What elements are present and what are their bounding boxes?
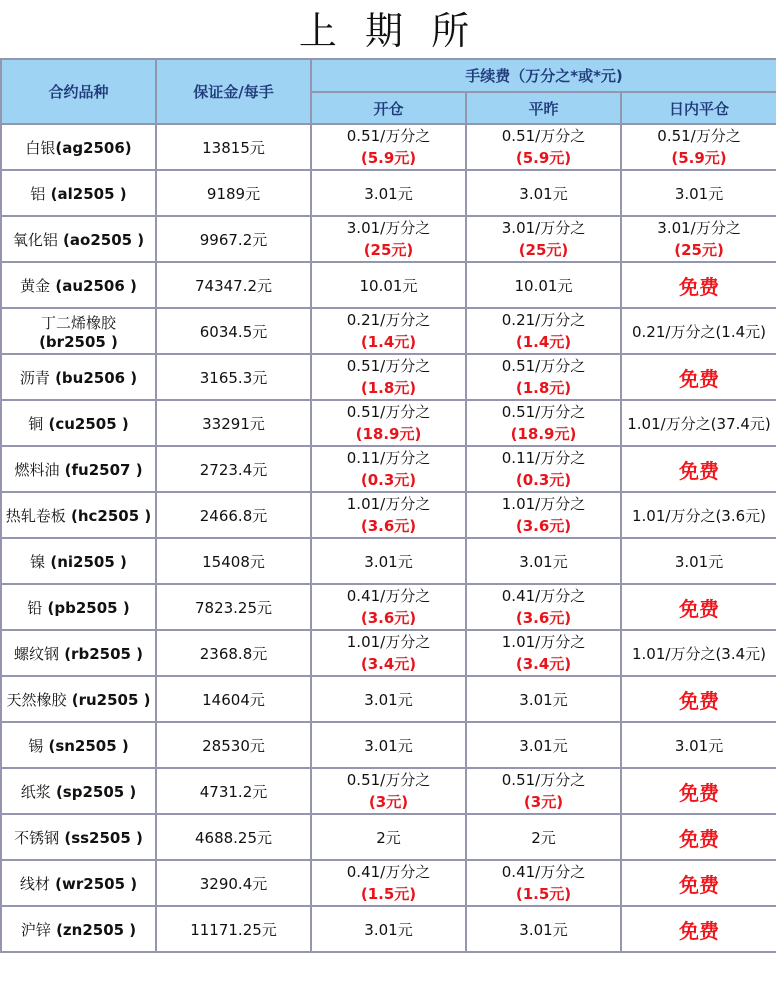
margin-cell: 11171.25元 — [156, 906, 311, 952]
contract-cell — [1, 630, 156, 676]
fee-close-prev-cell — [466, 216, 621, 262]
fee-amount: (3.6元) — [360, 517, 417, 535]
fee-close-today-cell — [621, 860, 776, 906]
fee-amount: (3.4元) — [360, 655, 417, 673]
fee-amount: (3元) — [523, 793, 564, 811]
fee-amount: (25元) — [363, 241, 414, 259]
fee-open-cell — [311, 538, 466, 584]
fee-open-cell — [311, 262, 466, 308]
contract-name: 铝 — [30, 184, 46, 203]
table-row — [1, 492, 776, 538]
fee-amount: (1.8元) — [360, 379, 417, 397]
fee-amount: (3.6元) — [515, 517, 572, 535]
fee-amount: (3元) — [368, 793, 409, 811]
fee-open-cell — [311, 400, 466, 446]
table-row — [1, 584, 776, 630]
fee-rate: 0.41/万分之 — [501, 863, 586, 881]
free-badge: 免费 — [679, 596, 720, 621]
fee-rate: 1.01/万分之(37.4元) — [627, 414, 771, 433]
fee-rate: 3.01/万分之 — [346, 219, 431, 237]
fee-close-prev-cell — [466, 400, 621, 446]
fee-rate: 0.51/万分之 — [501, 403, 586, 421]
contract-name: 燃料油 — [14, 460, 60, 479]
fee-rate: 1.01/万分之(3.6元) — [632, 506, 767, 525]
fee-rate: 0.41/万分之 — [346, 587, 431, 605]
fee-open-cell — [311, 814, 466, 860]
fee-amount: (1.4元) — [360, 333, 417, 351]
contract-code: (zn2505 ) — [50, 920, 137, 939]
fee-close-today-cell — [621, 676, 776, 722]
fee-open-cell — [311, 170, 466, 216]
table-row — [1, 446, 776, 492]
fee-rate: 0.21/万分之 — [501, 311, 586, 329]
fee-rate: 0.51/万分之 — [501, 127, 586, 145]
margin-cell: 2723.4元 — [156, 446, 311, 492]
fee-open-cell — [311, 860, 466, 906]
fee-close-today-cell — [621, 492, 776, 538]
contract-code: (fu2507 ) — [59, 460, 143, 479]
contract-code: (hc2505 ) — [65, 506, 152, 525]
fee-amount: (0.3元) — [515, 471, 572, 489]
contract-code: (ag2506) — [55, 138, 132, 157]
contract-name: 镍 — [30, 552, 46, 571]
contract-code: (cu2505 ) — [43, 414, 129, 433]
table-row — [1, 216, 776, 262]
contract-cell — [1, 216, 156, 262]
fee-rate: 0.51/万分之 — [501, 771, 586, 789]
fee-amount: (25元) — [518, 241, 569, 259]
contract-name: 螺纹钢 — [13, 644, 59, 663]
contract-cell — [1, 538, 156, 584]
header-margin: 保证金/每手 — [156, 59, 311, 124]
fee-close-today-cell — [621, 308, 776, 354]
fee-close-prev-cell — [466, 860, 621, 906]
table-header — [1, 59, 776, 124]
fee-close-prev-cell — [466, 676, 621, 722]
margin-cell: 3290.4元 — [156, 860, 311, 906]
fee-close-prev-cell — [466, 262, 621, 308]
margin-cell: 2368.8元 — [156, 630, 311, 676]
margin-cell: 15408元 — [156, 538, 311, 584]
fee-rate: 2元 — [376, 828, 401, 847]
fee-rate: 3.01元 — [674, 736, 724, 755]
fee-open-cell — [311, 768, 466, 814]
fee-rate: 3.01元 — [519, 552, 568, 571]
header-close-prev: 平昨 — [466, 92, 621, 124]
contract-name: 线材 — [19, 874, 50, 893]
table-row — [1, 906, 776, 952]
fee-close-today-cell — [621, 354, 776, 400]
contract-cell — [1, 906, 156, 952]
table-row — [1, 630, 776, 676]
contract-code: (br2505 ) — [39, 332, 118, 351]
fee-amount: (18.9元) — [510, 425, 577, 443]
fee-rate: 0.51/万分之 — [346, 127, 431, 145]
fee-close-prev-cell — [466, 446, 621, 492]
contract-cell — [1, 446, 156, 492]
margin-cell: 14604元 — [156, 676, 311, 722]
contract-name: 沪锌 — [20, 920, 51, 939]
fee-rate: 3.01元 — [364, 690, 413, 709]
contract-name: 纸浆 — [20, 782, 51, 801]
margin-cell: 7823.25元 — [156, 584, 311, 630]
fee-rate: 3.01元 — [364, 184, 413, 203]
margin-cell: 4688.25元 — [156, 814, 311, 860]
contract-cell — [1, 262, 156, 308]
fee-close-today-cell — [621, 170, 776, 216]
contract-cell — [1, 400, 156, 446]
fee-amount: (1.5元) — [515, 885, 572, 903]
fee-close-today-cell — [621, 814, 776, 860]
free-badge: 免费 — [679, 366, 720, 391]
contract-cell — [1, 170, 156, 216]
fee-close-prev-cell — [466, 630, 621, 676]
header-open: 开仓 — [311, 92, 466, 124]
fee-close-prev-cell — [466, 722, 621, 768]
fee-amount: (5.9元) — [515, 149, 572, 167]
fee-open-cell — [311, 216, 466, 262]
fee-open-cell — [311, 354, 466, 400]
fee-close-prev-cell — [466, 170, 621, 216]
fee-rate: 0.51/万分之 — [346, 403, 431, 421]
fee-rate: 0.51/万分之 — [657, 127, 741, 145]
contract-name: 白银 — [25, 138, 56, 157]
fee-open-cell — [311, 124, 466, 170]
fee-close-prev-cell — [466, 538, 621, 584]
contract-code: (sn2505 ) — [43, 736, 129, 755]
contract-name: 黄金 — [20, 276, 51, 295]
fee-rate: 3.01元 — [364, 552, 413, 571]
table-row — [1, 354, 776, 400]
contract-code: (wr2505 ) — [49, 874, 138, 893]
table-row — [1, 860, 776, 906]
contract-name: 丁二烯橡胶 — [40, 313, 116, 332]
fee-close-prev-cell — [466, 768, 621, 814]
contract-name: 不锈钢 — [14, 828, 60, 847]
contract-cell — [1, 124, 156, 170]
fee-amount: (3.4元) — [515, 655, 572, 673]
fee-rate: 0.51/万分之 — [346, 357, 431, 375]
contract-cell — [1, 308, 156, 354]
free-badge: 免费 — [679, 872, 720, 897]
margin-cell: 9967.2元 — [156, 216, 311, 262]
margin-cell: 28530元 — [156, 722, 311, 768]
contract-code: (ao2505 ) — [57, 230, 145, 249]
free-badge: 免费 — [679, 918, 720, 943]
fee-open-cell — [311, 906, 466, 952]
fee-close-today-cell — [621, 630, 776, 676]
table-row — [1, 124, 776, 170]
fee-rate: 3.01元 — [519, 184, 568, 203]
contract-cell — [1, 492, 156, 538]
fee-rate: 3.01元 — [364, 736, 413, 755]
margin-cell: 3165.3元 — [156, 354, 311, 400]
fee-close-today-cell — [621, 446, 776, 492]
fee-amount: (1.4元) — [515, 333, 572, 351]
header-fee-group: 手续费（万分之*或*元) — [311, 59, 776, 92]
fee-rate: 0.51/万分之 — [346, 771, 431, 789]
contract-name: 铜 — [28, 414, 44, 433]
fee-close-today-cell — [621, 400, 776, 446]
fee-rate: 2元 — [531, 828, 556, 847]
contract-name: 氧化铝 — [12, 230, 58, 249]
fee-close-today-cell — [621, 768, 776, 814]
contract-code: (al2505 ) — [45, 184, 127, 203]
fee-open-cell — [311, 630, 466, 676]
contract-cell — [1, 722, 156, 768]
fee-open-cell — [311, 722, 466, 768]
contract-code: (au2506 ) — [50, 276, 137, 295]
fee-rate: 3.01元 — [519, 920, 568, 939]
fee-close-today-cell — [621, 906, 776, 952]
free-badge: 免费 — [679, 458, 720, 483]
fee-amount: (5.9元) — [671, 149, 727, 167]
contract-name: 锡 — [28, 736, 44, 755]
fee-close-prev-cell — [466, 492, 621, 538]
fee-rate: 0.11/万分之 — [346, 449, 431, 467]
margin-cell: 74347.2元 — [156, 262, 311, 308]
margin-cell: 9189元 — [156, 170, 311, 216]
margin-cell: 6034.5元 — [156, 308, 311, 354]
fee-amount: (25元) — [674, 241, 724, 259]
header-close-today: 日内平仓 — [621, 92, 776, 124]
contract-cell — [1, 814, 156, 860]
contract-code: (ru2505 ) — [66, 690, 151, 709]
contract-code: (ni2505 ) — [45, 552, 127, 571]
fee-close-today-cell — [621, 216, 776, 262]
fee-amount: (0.3元) — [360, 471, 417, 489]
fee-close-today-cell — [621, 538, 776, 584]
fee-rate: 3.01/万分之 — [501, 219, 586, 237]
table-row — [1, 400, 776, 446]
fee-open-cell — [311, 492, 466, 538]
fee-open-cell — [311, 676, 466, 722]
contract-cell — [1, 354, 156, 400]
fee-rate: 0.11/万分之 — [501, 449, 586, 467]
fee-close-prev-cell — [466, 308, 621, 354]
fee-rate: 0.41/万分之 — [501, 587, 586, 605]
table-row — [1, 814, 776, 860]
contract-code: (pb2505 ) — [42, 598, 130, 617]
contract-name: 铅 — [27, 598, 43, 617]
table-row — [1, 676, 776, 722]
fee-rate: 3.01元 — [519, 690, 568, 709]
fee-rate: 3.01/万分之 — [657, 219, 741, 237]
contract-cell — [1, 584, 156, 630]
header-contract: 合约品种 — [1, 59, 156, 124]
fee-rate: 0.21/万分之(1.4元) — [632, 322, 767, 341]
table-row — [1, 170, 776, 216]
fee-rate: 10.01元 — [514, 276, 573, 295]
contract-code: (rb2505 ) — [58, 644, 144, 663]
fee-amount: (1.8元) — [515, 379, 572, 397]
fee-amount: (1.5元) — [360, 885, 417, 903]
fee-amount: (18.9元) — [355, 425, 422, 443]
fee-rate: 1.01/万分之 — [346, 633, 431, 651]
margin-cell: 13815元 — [156, 124, 311, 170]
contract-name: 热轧卷板 — [5, 506, 66, 525]
fee-close-prev-cell — [466, 584, 621, 630]
fee-close-prev-cell — [466, 124, 621, 170]
fee-amount: (3.6元) — [515, 609, 572, 627]
fee-close-today-cell — [621, 722, 776, 768]
page-title: 上 期 所 — [298, 9, 478, 53]
fee-amount: (5.9元) — [360, 149, 417, 167]
free-badge: 免费 — [679, 274, 720, 299]
fee-rate: 0.41/万分之 — [346, 863, 431, 881]
fee-close-prev-cell — [466, 814, 621, 860]
fee-close-prev-cell — [466, 354, 621, 400]
contract-code: (ss2505 ) — [59, 828, 143, 847]
fee-rate: 1.01/万分之 — [346, 495, 431, 513]
contract-code: (sp2505 ) — [50, 782, 137, 801]
fee-rate: 1.01/万分之(3.4元) — [632, 644, 767, 663]
fee-rate: 3.01元 — [674, 184, 724, 203]
margin-cell: 33291元 — [156, 400, 311, 446]
contract-name: 沥青 — [19, 368, 50, 387]
fee-rate: 1.01/万分之 — [501, 495, 586, 513]
fee-rate: 3.01元 — [364, 920, 413, 939]
fee-close-prev-cell — [466, 906, 621, 952]
table-body — [1, 124, 776, 952]
contract-cell — [1, 860, 156, 906]
fee-rate: 0.21/万分之 — [346, 311, 431, 329]
contract-name: 天然橡胶 — [6, 690, 67, 709]
fee-rate: 3.01元 — [674, 552, 724, 571]
fee-rate: 3.01元 — [519, 736, 568, 755]
table-row — [1, 722, 776, 768]
fee-open-cell — [311, 308, 466, 354]
fee-open-cell — [311, 584, 466, 630]
margin-cell: 4731.2元 — [156, 768, 311, 814]
table-row — [1, 262, 776, 308]
free-badge: 免费 — [679, 780, 720, 805]
contract-cell — [1, 768, 156, 814]
margin-cell: 2466.8元 — [156, 492, 311, 538]
fee-rate: 10.01元 — [359, 276, 418, 295]
fee-amount: (3.6元) — [360, 609, 417, 627]
fee-close-today-cell — [621, 584, 776, 630]
table-row — [1, 768, 776, 814]
fee-rate: 1.01/万分之 — [501, 633, 586, 651]
free-badge: 免费 — [679, 688, 720, 713]
contract-code: (bu2506 ) — [49, 368, 138, 387]
fee-close-today-cell — [621, 262, 776, 308]
fee-table — [0, 58, 776, 953]
table-row — [1, 538, 776, 584]
free-badge: 免费 — [679, 826, 720, 851]
fee-rate: 0.51/万分之 — [501, 357, 586, 375]
fee-close-today-cell — [621, 124, 776, 170]
table-row — [1, 308, 776, 354]
fee-open-cell — [311, 446, 466, 492]
contract-cell — [1, 676, 156, 722]
